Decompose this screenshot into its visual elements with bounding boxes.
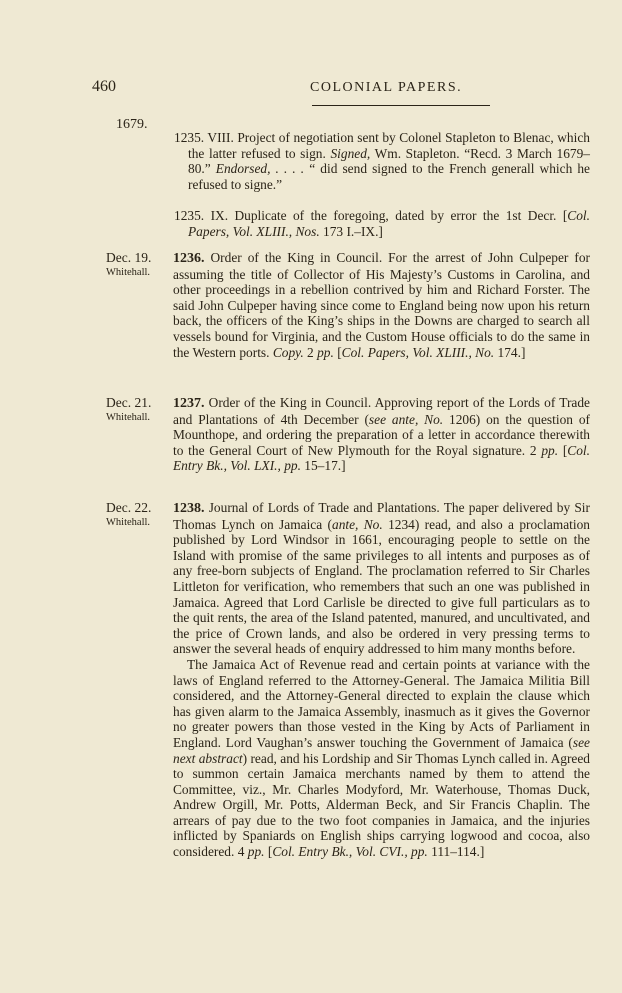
italic-text: pp. (247, 844, 265, 860)
text-run: Journal of Lords of Trade and Plantations. The paper delivered by Sir Thomas Lynch on Jamaica ( (173, 500, 590, 532)
page-number: 460 (92, 78, 116, 95)
text-run: 2 (303, 344, 318, 360)
running-head: COLONIAL PAPERS. (310, 80, 463, 95)
italic-text: Col. Papers, Vol. XLIII., No. (341, 344, 495, 360)
italic-text: Col. Entry Bk., Vol. LXI., pp. (173, 442, 590, 474)
text-run: 173 I.–IX.] (319, 223, 383, 239)
italic-text: pp. (317, 344, 334, 360)
text-run: 1206) on the question of Mounthope, and ordering the preparation of a letter in accordance therewith to the General Court of New Plymouth for the Royal signature. 2 (173, 411, 590, 458)
italic-text: Col. Papers, Vol. XLIII., Nos. (188, 208, 590, 239)
margin-note-1238 (106, 500, 151, 530)
entry-text (173, 250, 590, 360)
margin-note-1236 (106, 250, 151, 280)
italic-text: ante, No. (332, 516, 383, 532)
entry-number: 1236. (173, 251, 205, 266)
text-run: 15–17.] (300, 458, 346, 474)
entry-date: Dec. 19. (106, 250, 152, 265)
italic-text: see ante, No. (368, 411, 444, 427)
italic-text: Endorsed, . . . . (215, 161, 305, 177)
entry-date: Dec. 21. (106, 395, 152, 410)
margin-note-1237 (106, 395, 151, 425)
italic-text: Copy. (272, 344, 304, 360)
text-run: VIII. (207, 130, 238, 145)
text-run: The Jamaica Act of Revenue read and certain points at variance with the laws of England referred to the Attorney-General. The Jamaica Militia Bill considered, and the Attorney-General directed to explain the clause which has given alarm to the Jamaica Assembly, inasmuch as it gives the Governor no greater powers than those vested in the King by Acts of Parliament in England. Lord Vaughan’s answer touching the Government of Jamaica ( (173, 656, 590, 750)
text-run: 1234) read, and also a proclamation published by Lord Windsor in 1661, encouraging people to settle on the Island with promise of the same privileges to all intents and purposes as of any free-born subjects of England. The proclamation referred to Sir Charles Littleton for verification, who remembers that such an one was published in Jamaica. Agreed that Lord Carlisle be directed to give full particulars as to the quit rents, the area of the Island patented, manured, and uncultivated, and the price of Crown lands, and also be ordered in very pressing terms to answer the several heads of enquiry addressed to him many months before. (173, 516, 590, 657)
entry-1237 (173, 395, 590, 474)
text-run: ) read, and his Lordship and Sir Thomas Lynch called in. Agreed to summon certain Jamaica merchants named by them to attend the Committee, viz., Mr. Charles Modyford, Mr. Waterhouse, Thomas Duck, Andrew Orgill, Mr. Potts, Alderman Beck, and Sir Francis Chaplin. The arrears of pay due to the two foot companies in Jamaica, and the injuries inflicted by Spaniards on English ships carrying logwood and cocoa, also considered. 4 (173, 750, 590, 860)
entry-1235-viii (173, 130, 590, 192)
entry-number: 1237. (173, 396, 205, 411)
entry-1235-ix (173, 208, 590, 239)
entry-1236 (173, 250, 590, 360)
margin-year: 1679. (116, 117, 148, 132)
entry-text (174, 130, 590, 192)
entry-date: Dec. 22. (106, 500, 152, 515)
italic-text: Signed, (330, 145, 371, 161)
entry-number: 1238. (173, 501, 205, 516)
entry-text (174, 208, 590, 239)
text-run: 1235. (174, 130, 208, 145)
text-run: [ (558, 442, 568, 458)
italic-text: pp. (541, 442, 559, 458)
text-run: IX. (210, 208, 235, 223)
text-run: 1235. (174, 208, 211, 223)
italic-text: Col. Entry Bk., Vol. CVI., pp. (272, 844, 428, 860)
italic-text: see next abstract (173, 734, 590, 766)
text-run: Project of negotiation sent by Colonel Stapleton to Blenac, which the latter refused to sign. (188, 130, 590, 161)
entry-place: Whitehall. (106, 412, 151, 423)
entry-place: Whitehall. (106, 267, 151, 278)
entry-place: Whitehall. (106, 517, 151, 528)
text-run: Order of the King in Council. Approving report of the Lords of Trade and Plantations of 4th December ( (173, 395, 590, 427)
text-run: Order of the King in Council. For the arrest of John Culpeper for assuming the title of Collector of His Majesty’s Customs in Carolina, and other proceedings in a rebellion contrived by him and Richard Forster. The said John Culpeper having since come to England being now upon his return back, the officers of the King’s ships in the Downs are charged to search all vessels bound for Virginia, and the Custom House officials to do the same in the Western ports. (173, 250, 590, 360)
text-run: “ did send signed to the French generall which he refused to signe.” (188, 161, 590, 192)
header-rule (312, 105, 490, 106)
entry-continuation (173, 657, 590, 860)
text-run: [ (333, 344, 342, 360)
text-run: 174.] (494, 344, 526, 360)
text-run: Duplicate of the foregoing, dated by error the 1st Decr. [ (234, 208, 568, 223)
entry-text (173, 395, 590, 474)
text-run: 111–114.] (427, 844, 485, 860)
entry-text (173, 500, 590, 657)
text-run: Wm. Stapleton. “Recd. 3 March 1679–80.” (188, 145, 590, 177)
text-run: [ (264, 844, 273, 860)
entry-1238 (173, 500, 590, 860)
